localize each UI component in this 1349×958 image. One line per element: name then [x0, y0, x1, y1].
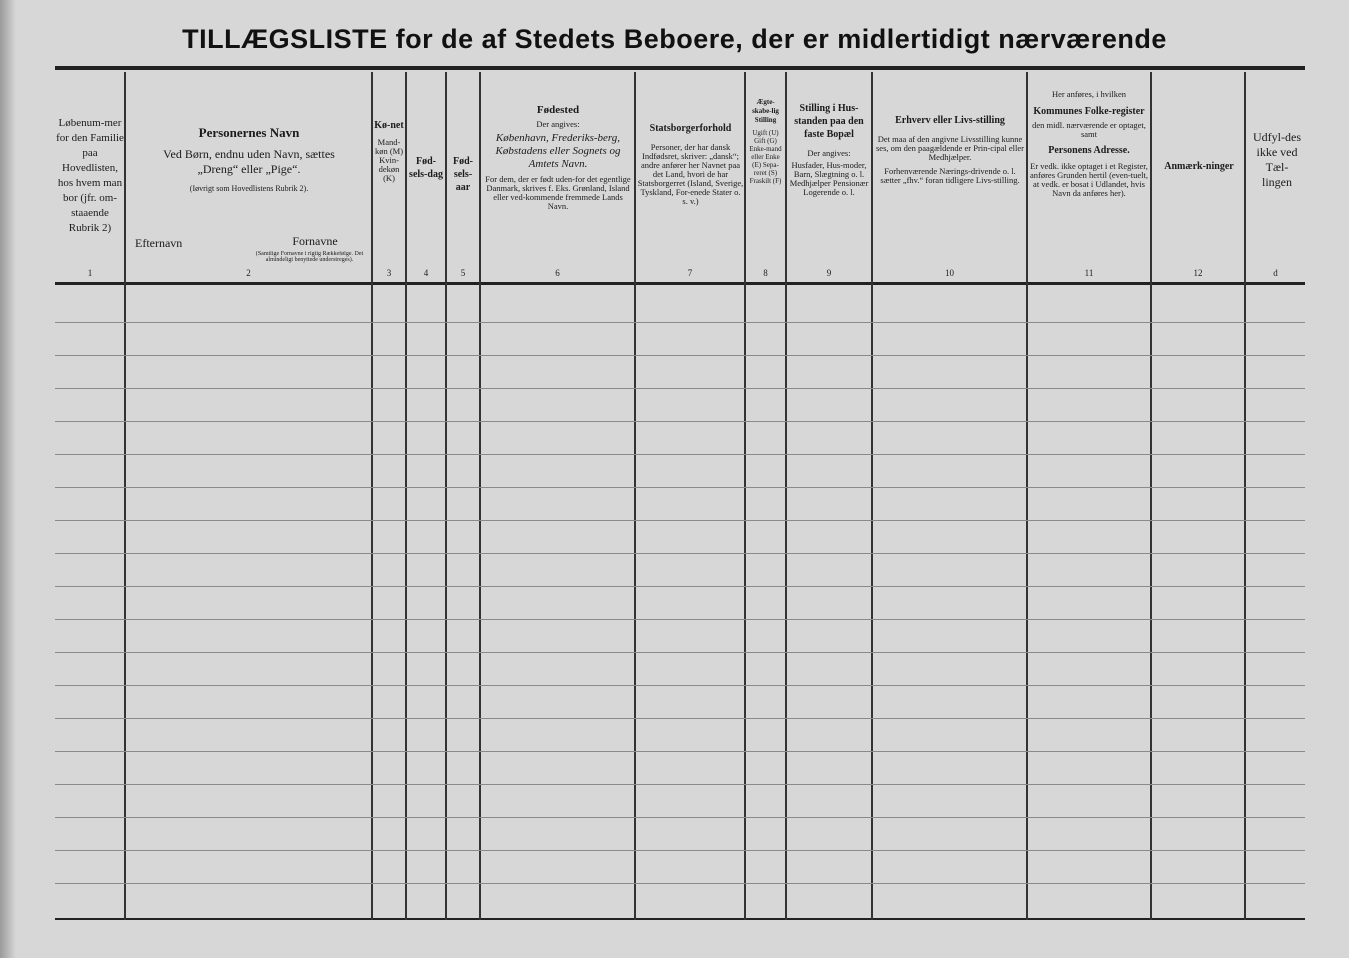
col-number: 8: [763, 268, 768, 278]
col-number: 2: [246, 268, 251, 278]
col4-header: Fød-sels-dag: [409, 156, 443, 180]
col7-header: [637, 122, 744, 206]
col-divider: [479, 72, 481, 920]
col12-header: Anmærk-ninger: [1164, 161, 1234, 172]
col-number: 12: [1193, 268, 1203, 278]
col2-note: (Iøvrigt som Hovedlistens Rubrik 2).: [189, 184, 309, 193]
col3-text: Mand-køn (M) Kvin-dekøn (K): [374, 137, 404, 183]
col10-header: [876, 114, 1024, 185]
row-line: [55, 487, 1305, 488]
row-line: [55, 619, 1305, 620]
top-rule: [55, 66, 1305, 70]
row-line: [55, 685, 1305, 686]
col1-header: Løbenum-mer for den Familie paa Hovedlisten, hos hvem man bor (jfr. om-staaende Rubrik 2): [56, 117, 124, 234]
col5-header: Fød-sels-aar: [453, 156, 473, 193]
col7-heading: Statsborgerforhold: [649, 123, 732, 134]
col11-heading: Kommunes Folke-register: [1033, 106, 1145, 117]
col-number: 3: [386, 268, 392, 278]
col-number: 11: [1084, 268, 1094, 278]
col2-firstnames-note: (Samtlige Fornavne i rigtig Rækkefølge. Det almindeligt benyttede understreges).: [255, 251, 364, 263]
row-line: [55, 553, 1305, 554]
col-divider: [371, 72, 373, 920]
col-divider: [785, 72, 787, 920]
col8-header: [747, 98, 784, 185]
col7-text: Personer, der har dansk Indfødsret, skriver: „dansk“; andre anfører her Navnet paa det Land, hvori de har Statsborgerret (Island, Sverige, Tyskland, For-enede Stater o. s. v.): [637, 142, 744, 206]
col2-header: [128, 126, 370, 194]
page-edge-shadow: [0, 0, 16, 958]
col-number: 7: [687, 268, 693, 278]
col10-line1: Det maa af den angivne Livsstilling kunne ses, om den paagældende er Prin-cipal eller Medhjælper.: [876, 134, 1024, 162]
col9-sub: Der angives:: [807, 148, 851, 158]
col11-heading2: Personens Adresse.: [1048, 145, 1130, 156]
col-number: 4: [423, 268, 429, 278]
row-line: [55, 718, 1305, 719]
col2-heading: Personernes Navn: [198, 126, 300, 140]
row-line: [55, 388, 1305, 389]
row-line: [55, 817, 1305, 818]
col-divider: [1150, 72, 1152, 920]
col8-heading: Ægte-skabe-lig Stilling: [752, 98, 779, 124]
form-title: TILLÆGSLISTE for de af Stedets Beboere, der er midlertidigt nærværende: [182, 24, 1167, 54]
col2-firstnames-label: Fornavne: [292, 236, 338, 247]
col10-heading: Erhverv eller Livs-stilling: [895, 115, 1005, 126]
col-number: d: [1273, 268, 1278, 278]
col-divider: [744, 72, 746, 920]
col2-line2: „Dreng“ eller „Pige“.: [197, 162, 301, 176]
col-number: 5: [460, 268, 466, 278]
header-bottom-rule: [55, 282, 1305, 285]
row-line: [55, 454, 1305, 455]
row-line: [55, 784, 1305, 785]
col3-heading: Kø-net: [374, 120, 404, 131]
row-line: [55, 652, 1305, 653]
col-divider: [124, 72, 126, 920]
col11-text: Er vedk. ikke optaget i et Register, anføres Grunden hertil (even-tuelt, at vedk. er bosat i Udlandet, hvis Navn da anføres her).: [1030, 161, 1148, 198]
col2-line1: Ved Børn, endnu uden Navn, sættes: [163, 147, 335, 161]
col3-header: [373, 120, 405, 183]
row-line: [55, 751, 1305, 752]
cold-header: Udfyl-des ikke ved Tæl-lingen: [1253, 130, 1301, 189]
col6-sub: Der angives:: [536, 119, 580, 129]
col6-heading: Fødested: [536, 104, 580, 116]
col6-line1: København, Frederiks-berg, Købstadens eller Sognets og Amtets Navn.: [495, 132, 621, 170]
col2-surname-label: Efternavn: [135, 238, 183, 249]
col9-text: Husfader, Hus-moder, Barn, Slægtning o. l. Medhjælper Pensionær Logerende o. l.: [789, 160, 869, 197]
col9-header: [788, 102, 870, 197]
col11-top: Her anføres, i hvilken: [1051, 90, 1127, 99]
col9-heading: Stilling i Hus-standen paa den faste Bopæl: [794, 103, 864, 140]
col11-header: [1030, 90, 1148, 198]
row-line: [55, 520, 1305, 521]
col6-header: [483, 104, 633, 211]
col11-mid: den midl. nærværende er optaget, samt: [1032, 120, 1146, 139]
row-line: [55, 883, 1305, 884]
col-number: 6: [555, 268, 560, 278]
col-number: 10: [945, 268, 954, 278]
col-divider: [1026, 72, 1028, 920]
row-line: [55, 322, 1305, 323]
col-divider: [634, 72, 636, 920]
col6-line2: For dem, der er født uden-for det egentlige Danmark, skrives f. Eks. Grønland, Island eller ved-kommende fremmede Lands Navn.: [485, 174, 631, 211]
col8-text: Ugift (U) Gift (G) Enke-mand eller Enke (E) Sepa-reret (S) Fraskilt (F): [749, 129, 782, 185]
bottom-rule: [55, 918, 1305, 920]
col-number: 9: [826, 268, 832, 278]
col-divider: [445, 72, 447, 920]
col-number: 1: [87, 268, 93, 278]
col-divider: [405, 72, 407, 920]
col10-line2: Forhenværende Nærings-drivende o. l. sætter „fhv.“ foran tidligere Livs-stilling.: [880, 166, 1020, 185]
row-line: [55, 586, 1305, 587]
row-line: [55, 421, 1305, 422]
row-line: [55, 355, 1305, 356]
col-divider: [871, 72, 873, 920]
row-line: [55, 850, 1305, 851]
col-divider: [1244, 72, 1246, 920]
